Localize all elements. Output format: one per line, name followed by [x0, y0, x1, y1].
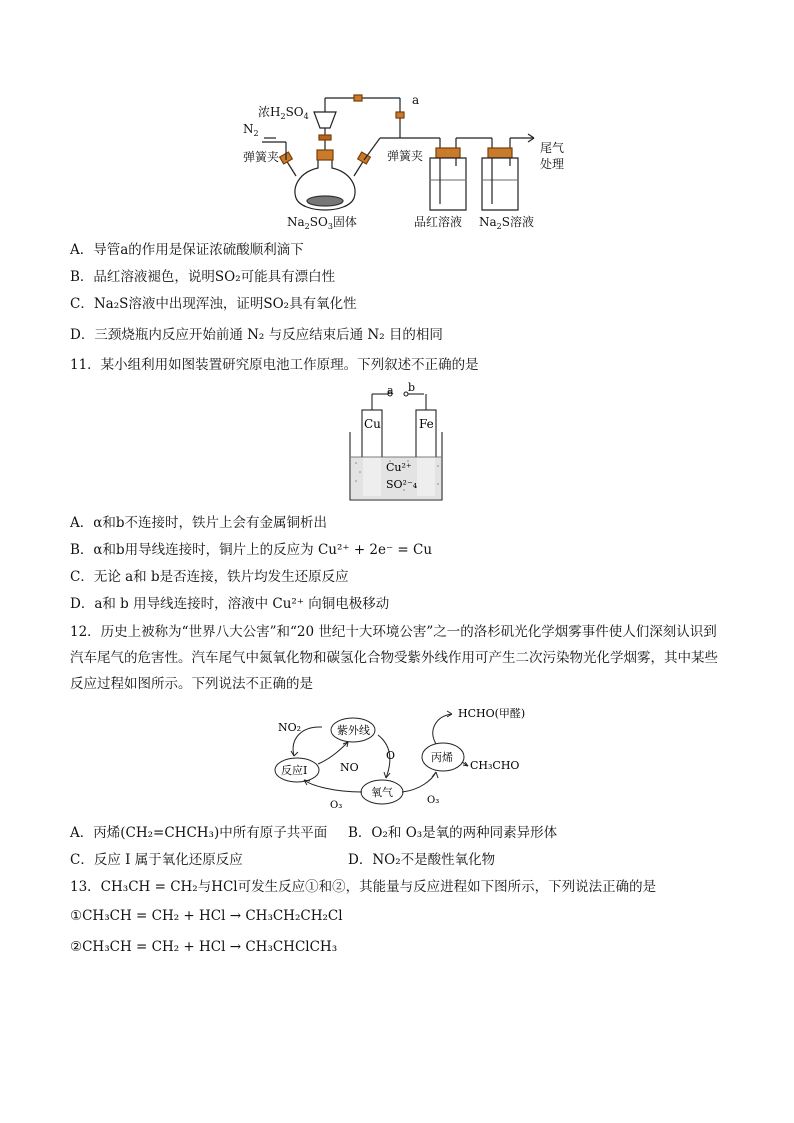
q13-reaction-2: ②CH₃CH = CH₂ + HCl → CH₃CHClCH₃ [70, 939, 338, 955]
label-o: O [386, 749, 396, 762]
label-no: NO [340, 761, 359, 774]
q11-option-d: D．a和 b 用导线连接时，溶液中 Cu²⁺ 向铜电极移动 [70, 596, 390, 612]
label-o3-right: O₃ [427, 795, 440, 806]
label-reaction1: 反应Ⅰ [281, 764, 308, 777]
q11-option-c: C．无论 a和 b是否连接，铁片均发生还原反应 [70, 569, 349, 585]
label-exhaust-1: 尾气 [540, 141, 565, 155]
q10-apparatus-figure [0, 0, 794, 240]
ion-cu2-label: Cu²⁺ [386, 461, 412, 474]
label-exhaust-2: 处理 [540, 157, 565, 171]
label-clamp-right: 弹簧夹 [387, 149, 424, 163]
fe-electrode-label: Fe [419, 417, 434, 431]
label-oxygen: 氧气 [371, 786, 393, 799]
q12-stem: 12．历史上被称为“世界八大公害”和“20 世纪十大环境公害”之一的洛杉矶光化学烟雾事件使人们深刻认识到汽车尾气的危害性。汽车尾气中氮氧化物和碳氢化合物受紫外线作用可产生二次污染物光化学烟雾，其中某些反应过程如图所示。下列说法不正确的是 [70, 624, 718, 692]
q11-option-b: B．α和b用导线连接时，铜片上的反应为 Cu²⁺ + 2e⁻ = Cu [70, 542, 433, 558]
q10-option-b: B．品红溶液褪色，说明SO₂可能具有漂白性 [70, 269, 336, 285]
dropping-funnel [314, 98, 400, 150]
q10-option-d: D．三颈烧瓶内反应开始前通 N₂ 与反应结束后通 N₂ 目的相同 [70, 327, 443, 343]
label-o3-left: O₃ [330, 800, 343, 811]
q10-option-c: C．Na₂S溶液中出现浑浊，证明SO₂具有氧化性 [70, 296, 357, 312]
q12-option-a: A．丙烯(CH₂=CHCH₃)中所有原子共平面 [70, 825, 328, 841]
label-hcho: HCHO(甲醛) [458, 707, 526, 720]
three-neck-flask [280, 150, 371, 210]
label-conc-h2so4: 浓$H_2SO_4$ [258, 105, 309, 121]
q12-option-c: C．反应 I 属于氧化还原反应 [70, 852, 243, 868]
terminal-b-label: b [408, 381, 416, 394]
q12-option-d: D．NO₂不是酸性氧化物 [348, 852, 496, 868]
q13-stem: 13．CH₃CH = CH₂与HCl可发生反应①和②，其能量与反应进程如下图所示，下列说法正确的是 [70, 879, 657, 895]
cu-electrode-label: Cu [364, 417, 381, 431]
q12-smog-cycle-figure [0, 700, 794, 815]
label-n2: $N_2$ [243, 122, 259, 138]
q11-cell-figure [0, 380, 794, 505]
label-fuchsine-solution: 品红溶液 [414, 215, 463, 229]
label-na2so3-solid: $Na_2SO_3$固体 [287, 215, 357, 231]
label-ch3cho: CH₃CHO [470, 759, 520, 772]
label-tube-a: a [412, 93, 420, 107]
label-uv: 紫外线 [337, 724, 370, 737]
label-clamp-left: 弹簧夹 [243, 150, 280, 164]
terminal-a-label: a [387, 384, 394, 397]
q11-option-a: A．α和b不连接时，铁片上会有金属铜析出 [70, 515, 328, 531]
label-no2: NO₂ [278, 721, 302, 734]
bottle-fuchsine [430, 148, 466, 210]
q13-reaction-1: ①CH₃CH = CH₂ + HCl → CH₃CH₂CH₂Cl [70, 908, 343, 924]
q10-option-a: A．导管a的作用是保证浓硫酸顺利滴下 [70, 242, 304, 258]
q11-stem: 11．某小组利用如图装置研究原电池工作原理。下列叙述不正确的是 [70, 357, 479, 373]
tube-a [354, 95, 404, 138]
label-propene: 丙烯 [431, 751, 453, 764]
q12-option-b: B．O₂和 O₃是氧的两种同素异形体 [348, 825, 558, 841]
bottle-na2s [482, 148, 518, 210]
ion-so4-label: SO²⁻₄ [386, 478, 418, 491]
label-na2s-solution: $Na_2S$溶液 [479, 215, 534, 231]
